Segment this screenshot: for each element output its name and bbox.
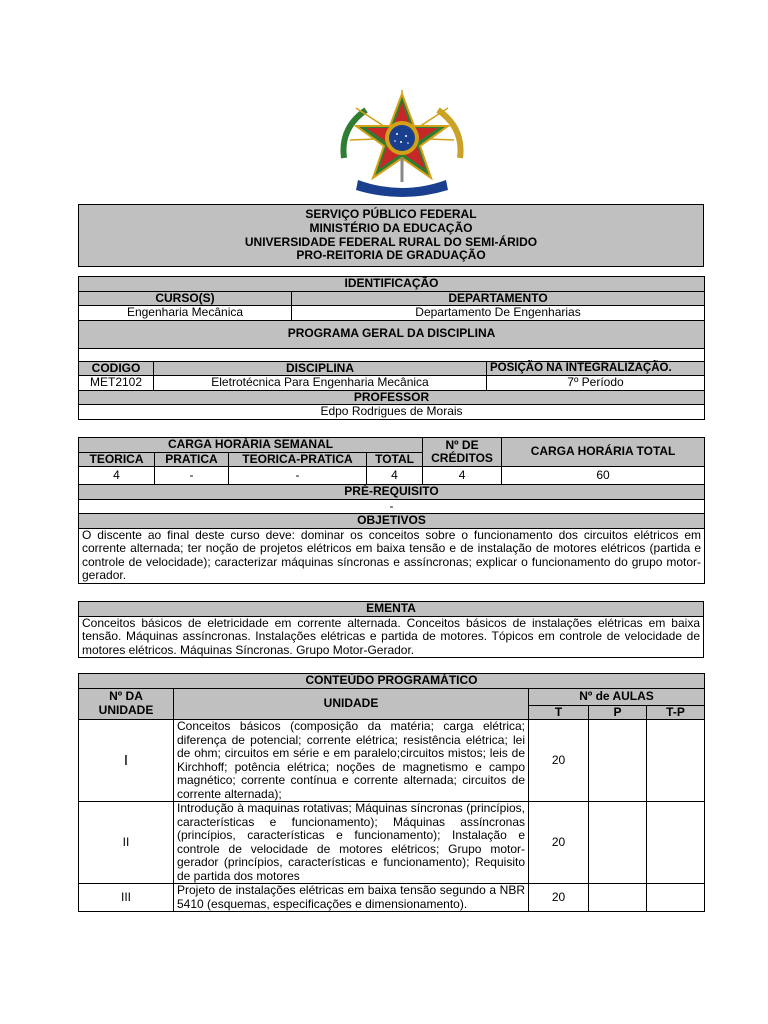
blank-row <box>79 348 705 361</box>
aulas-t: 20 <box>529 802 589 884</box>
unidade-num: I <box>79 720 174 802</box>
unidade-text: Introdução à maquinas rotativas; Máquinas síncronas (princípios, características e funcionamento); Máquinas assíncronas (princípios, características e funcionamento); Instalação e controle de velocidade de motores elétricos; Grupo motor-gerador (princípios, características e funcionamento); Requisito de partida dos motores <box>174 802 529 884</box>
table-row <box>79 720 705 802</box>
conteudo-title: CONTEÚDO PROGRAMÁTICO <box>79 674 705 689</box>
header-line-4: PRO-REITORIA DE GRADUAÇÃO <box>296 248 486 263</box>
pratica-label: PRATICA <box>155 452 229 467</box>
header-block <box>78 204 704 267</box>
professor-label: PROFESSOR <box>79 390 705 405</box>
aulas-t: 20 <box>529 884 589 912</box>
total-col-label: TOTAL <box>367 452 423 467</box>
aulas-tp <box>647 720 705 802</box>
ementa-table <box>78 601 704 658</box>
brasil-coat-of-arms-icon <box>336 88 468 200</box>
prerequisito-label: PRÉ-REQUISITO <box>79 485 705 500</box>
nro-unidade-label: Nº DA UNIDADE <box>79 688 174 720</box>
codigo-label: CODIGO <box>79 361 154 376</box>
teorica-pratica-value: - <box>229 467 367 485</box>
teorica-pratica-label: TEORICA-PRATICA <box>229 452 367 467</box>
carga-total-label: CARGA HORÁRIA TOTAL <box>502 438 705 467</box>
carga-total-value: 60 <box>502 467 705 485</box>
identificacao-title: IDENTIFICAÇÃO <box>79 277 705 292</box>
aulas-tp <box>647 802 705 884</box>
ementa-title: EMENTA <box>79 602 704 617</box>
header-line-2: MINISTÉRIO DA EDUCAÇÃO <box>309 220 473 235</box>
t-label: T <box>529 705 589 720</box>
table-row <box>79 884 705 912</box>
professor-value: Edpo Rodrigues de Morais <box>79 405 705 420</box>
header-cell <box>79 205 704 267</box>
teorica-label: TEORICA <box>79 452 155 467</box>
curso-value: Engenharia Mecânica <box>79 306 292 321</box>
unidade-num: II <box>79 802 174 884</box>
unidade-num: III <box>79 884 174 912</box>
table-row <box>79 802 705 884</box>
p-label: P <box>589 705 647 720</box>
programa-title: PROGRAMA GERAL DA DISCIPLINA <box>79 320 705 348</box>
unidade-label: UNIDADE <box>174 688 529 720</box>
departamento-value: Departamento De Engenharias <box>292 306 705 321</box>
carga-semanal-label: CARGA HORÁRIA SEMANAL <box>79 438 423 453</box>
creditos-value: 4 <box>423 467 502 485</box>
aulas-label: Nº de AULAS <box>529 688 705 705</box>
aulas-p <box>589 802 647 884</box>
header-line-3: UNIVERSIDADE FEDERAL RURAL DO SEMI-ÁRIDO <box>244 234 538 249</box>
objetivos-label: OBJETIVOS <box>79 514 705 529</box>
pratica-value: - <box>155 467 229 485</box>
aulas-p <box>589 884 647 912</box>
disciplina-value: Eletrotécnica Para Engenharia Mecânica <box>154 376 487 391</box>
codigo-value: MET2102 <box>79 376 154 391</box>
aulas-t: 20 <box>529 720 589 802</box>
disciplina-label: DISCIPLINA <box>154 361 487 376</box>
ementa-text: Conceitos básicos de eletricidade em corrente alternada. Conceitos básicos de instalações elétricas em baixa tensão. Máquinas assíncronas. Instalações elétricas e partida de motores. Tópicos em controle de velocidade de motores elétricos. Máquinas Síncronas. Grupo Motor-Gerador. <box>79 616 704 658</box>
unidade-text: Conceitos básicos (composição da matéria; carga elétrica; diferença de potencial; corrente elétrica; resistência elétrica; lei de ohm; circuitos em série e em paralelo;circuitos mistos; leis de Kirchhoff; potência elétrica; noções de magnetismo e campo magnético; corrente contínua e corrente alternada; circuitos de corrente alternada); <box>174 720 529 802</box>
header-line-1: SERVIÇO PÚBLICO FEDERAL <box>305 207 477 221</box>
curso-label: CURSO(S) <box>79 291 292 306</box>
prerequisito-value: - <box>79 499 705 514</box>
conteudo-table <box>78 673 705 912</box>
carga-table <box>78 437 705 584</box>
creditos-label: Nº DE CRÉDITOS <box>423 438 502 467</box>
identificacao-table <box>78 276 705 420</box>
departamento-label: DEPARTAMENTO <box>292 291 705 306</box>
unidade-text: Projeto de instalações elétricas em baixa tensão segundo a NBR 5410 (esquemas, especificações e dimensionamento). <box>174 884 529 912</box>
posicao-label: POSIÇÃO NA INTEGRALIZAÇÃO. <box>487 361 705 376</box>
aulas-tp <box>647 884 705 912</box>
total-value: 4 <box>367 467 423 485</box>
posicao-value: 7º Período <box>487 376 705 391</box>
tp-label: T-P <box>647 705 705 720</box>
objetivos-text: O discente ao final deste curso deve: dominar os conceitos sobre o funcionamento dos circuitos elétricos em corrente alternada; ter noção de projetos elétricos em baixa tensão e de instalação de motores elétricos (partida e controle de velocidade); caracterizar máquinas síncronas e assíncronas; explicar o funcionamento do grupo motor-gerador. <box>79 528 705 583</box>
teorica-value: 4 <box>79 467 155 485</box>
aulas-p <box>589 720 647 802</box>
